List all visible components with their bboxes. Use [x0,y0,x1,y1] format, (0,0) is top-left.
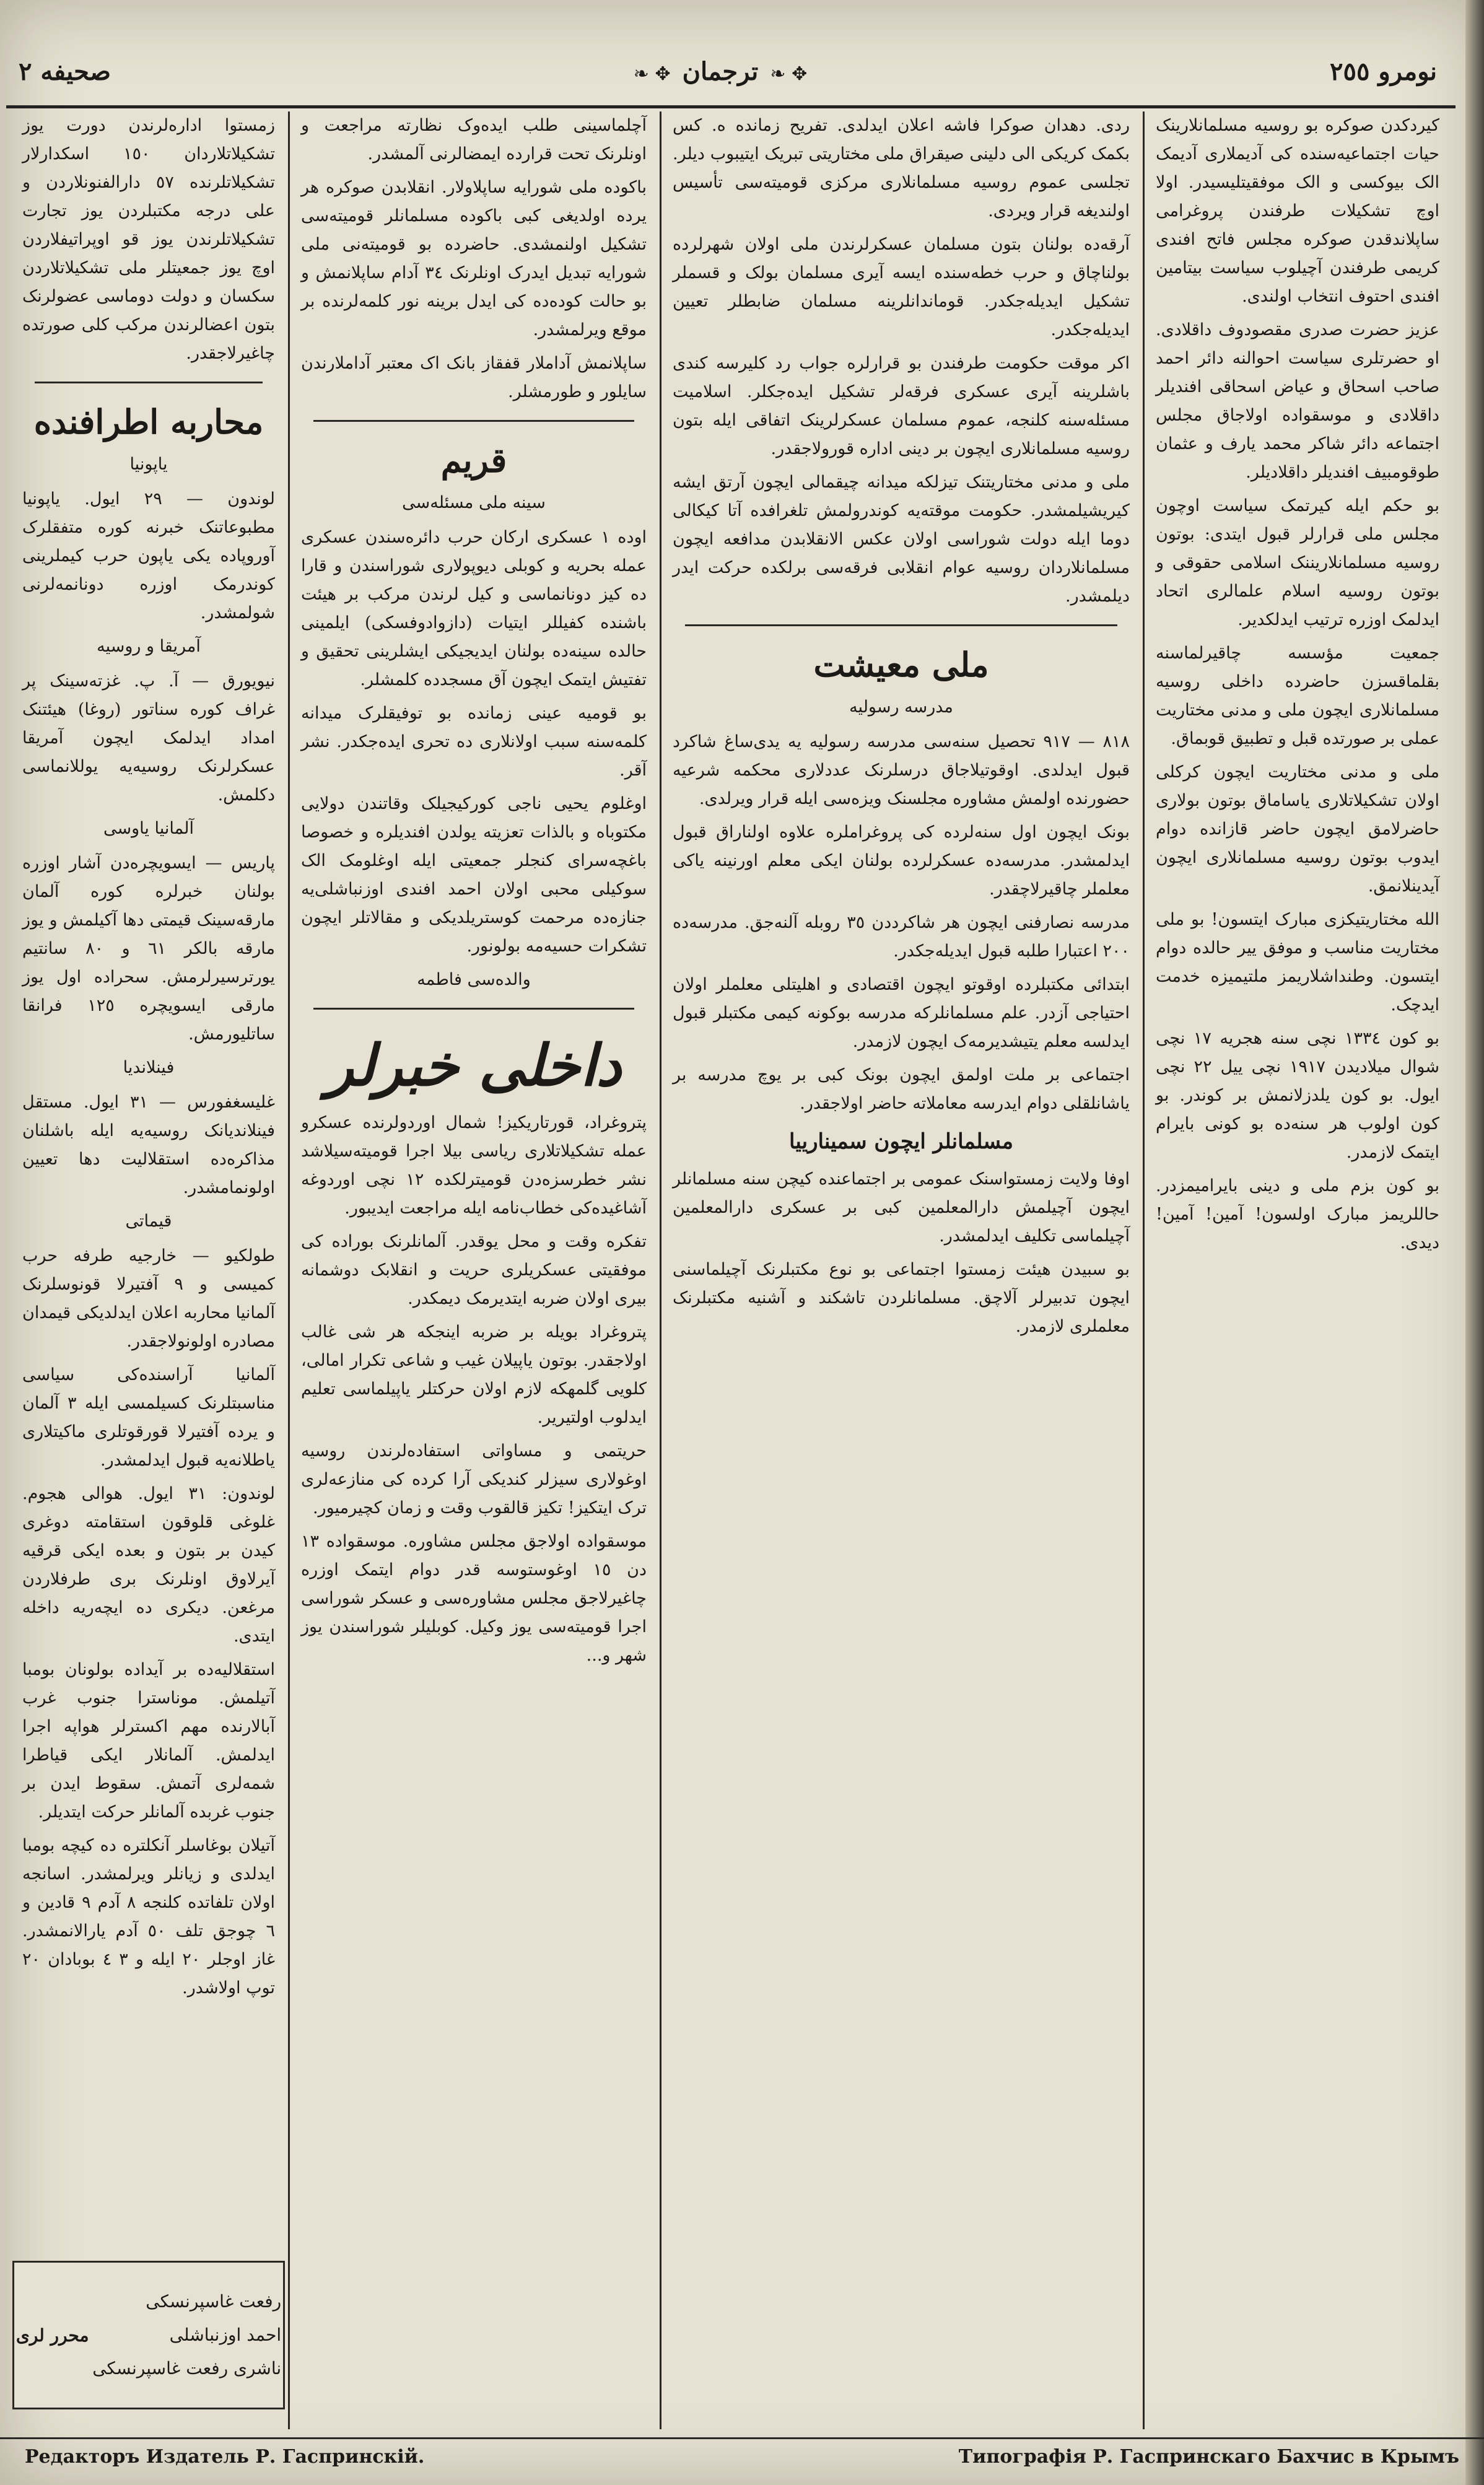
page-edge-shadow [1465,0,1484,2485]
subheading-america: آمریقا و روسیه [97,637,201,656]
article-paragraph: لوندون — ٢٩ ایول. یاپونیا مطبوعاتنک خبرنه کوره متفقلرک آوروپاده یکی یاپون حرب کیملرینی کوندرمک اوزره دونانمه‌لرنی شولمشدر. [22,489,275,622]
imprint-footer [0,2437,1484,2474]
section-heading-war: محاربه اطرافنده [33,402,264,442]
article-paragraph: ٨١٨ — ٩١٧ تحصیل سنه‌سی مدرسه رسولیه یه یدی‌ساغ شاکرد قبول ایدلدی. اوقوتیلاجاق درسلرنک عددلاری محکمه شرعیه حضورنده اولمش مشاوره مجلسنک ویزه‌سی ایله قرار ویرلدی. [673,732,1130,808]
article-paragraph: بو قومیه عینی زمانده بو توفیقلرک میدانه کلمه‌سنه سبب اولانلاری ده تحری ایده‌جکدر. نشر آقر. [301,704,647,780]
article-paragraph: عزیز حضرت صدری مقصودوف داقلادی. او حضرتلری سیاست احوالنه دائر احمد صاحب اسحاق و عیاض اسحاقی افندیلر داقلادی و موسقواده اولاجاق مجلس اجتماعه دائر شاکر محمد یارف و عثمان طوقومبیف افندیلر داقلادیلر. [1156,320,1439,482]
column-3 [291,111,657,2429]
article-paragraph: آلمانیا آراسنده‌کی سیاسی مناسبتلرنک کسیلمسی ایله ٣ آلمان و یرده آفتیرلا قورقوتلری ماکیتلاری یاطلانه‌یه قبول ایدلمشدر. [22,1365,275,1470]
column-1 [1146,111,1449,2429]
column-rule [288,111,290,2429]
article-paragraph: اجتماعی بر ملت اولمق ایچون بونک کبی بر یوچ مدرسه بر یاشانلقلی دوام ایدرسه معاملاته حاضر اولاجقدر. [673,1065,1130,1113]
article-paragraph: حریتمی و مساواتی استفاده‌لرندن روسیه اوغولاری سیزلر کندیکی آرا کرده کی منازعه‌لری ترک ایتکیز! تکیز قالقوب وقت و زمان کچیرمیور. [301,1441,647,1518]
column-rule [660,111,661,2429]
editor-name: رفعت غاسپرنسکی [146,2291,282,2312]
publisher-line: ناشری رفعت غاسپرنسکی [92,2358,282,2378]
signature: والده‌سی فاطمه [417,970,531,989]
article-paragraph: استقلالیه‌ده بر آیداده بولونان بومبا آتیلمش. موناسترا جنوب غرب آبالارنده مهم اکسترلر هواپه اجرا ایدلمش. آلمانلار ایکی قیاطرا شمه‌لری آتمش. سقوط ایدن بر جنوب غربده آلمانلر حرکت ایتدیلر. [22,1660,275,1822]
article-paragraph: نیویورق — آ. پ. غزته‌سینک پر غراف کوره سناتور (روغا) هیئتنک امداد ایدلمک ایچون آمریقا عسکرلرنک روسیه‌یه یوللانماسی دکلمش. [22,671,275,805]
paper-name: ترجمان [682,56,759,86]
article-paragraph: موسقواده اولاجق مجلس مشاوره. موسقواده ١٣ دن ١٥ اوغوستوسه قدر دوام ایتمک اوزره چاغیرلاجق مجلس مشاوره‌سی و عسکر شوراسی اجرا قومیته‌سی یوز وکیل. کوبلیلر شوراسندن یوز شهر و... [301,1532,647,1665]
issue-number: نومرو ٢٥٥ [1330,56,1437,86]
page-number: صحیفه ٢ [19,56,111,86]
editor-imprint: Редакторъ Издатель Р. Гаспринскій. [25,2446,425,2468]
article-paragraph: ردی. دهدان صوکرا فاشه اعلان ایدلدی. تفریح زمانده ه. کس بکمک کریکی الی دلینی صیقراق ملی مختاریتی تبریک ایتیبوب دیلر. تجلسی عموم روسیه مسلمانلاری مرکزی قومیته‌سی تأسیس اولندیغه قرار ویردی. [673,116,1130,221]
section-divider [313,420,634,422]
article-paragraph: ملی و مدنی مختاریتنک تیزلکه میدانه چیقمالی ایچون آرتق ایشه کیریشیلمشدر. حکومت موقته‌یه کوندرولمش تلغرافده آتا کیکالی دوما ایله دولت شوراسی اولان عکس الانقلابدن مدافعه ایچون مسلمانلاردان روسیه عوام انقلابی فرقه‌سی برلکده حرکت ایدر دیلمشدر. [673,473,1130,606]
column-4 [12,111,285,2256]
article-paragraph: اوده ١ عسکری ارکان حرب دائره‌سندن عسکری عمله بحریه و کوبلی دیوپولاری شوراسندن و قارا ده کیز دونانماسی و کیل لرندن مرکب بر هیئت باشنده کفیللر ایتیات (دازوادوفسکی) ایلمینی حالده سینه‌ده بولنان ایدیجیکی ایشلرینی تحقیق و تفتیش ایتمک ایچون آق مسجدده کلمشلر. [301,528,647,689]
column-rule [1143,111,1145,2429]
article-paragraph: زمستوا اداره‌لرندن دورت یوز تشکیلاتلاردان ١٥٠ اسکدارلار تشکیلاتلرنده ٥٧ دارالفنونلاردن و علی درجه مکتبلردن یوز تجارت تشکیلاتلرندن یوز قو اوپراتیفلاردن اوچ یوز جمعیتلر ملی تشکیلاتلاردن سکسان و دولت دوماسی عضولرنک بتون اعضالرندن مرکب کلی صورتده چاغیرلاجقدر. [22,116,275,363]
article-paragraph: بو حکم ایله کیرتمک سیاست اوچون مجلس ملی قرارلر قبول ایتدی: بوتون روسیه مسلمانلاریننک اسلامی حقوقی و بوتون روسیه اسلام علمالری اتحاد ایدلمک اوزره ترتیب ایدلکدیر. [1156,496,1439,629]
subheading-caucasus: قیماتی [125,1212,172,1231]
article-paragraph: پتروغراد، قورتاریکیز! شمال اوردولرنده عسکرو عمله تشکیلاتلاری ریاسی بیلا اجرا قومیته‌سیلاشد نشر خطرسزه‌دن قومیترلکده ١٢ نچی اوردوغه آشاغیده‌کی خطاب‌نامه ایله مراجعت ایدیبور. [301,1113,647,1218]
article-paragraph: کیردکدن صوکره بو روسیه مسلمانلارینک حیات اجتماعیه‌سنده کی آدیملاری آدیمک الک بیوکسی و الک موفقیتلیسیدر. اولا اوچ تشکیلات طرفندن پروغرامی ساپلاندقدن صوکره مجلس فاتح افندی کریمی طرفندن آچیلوب سیاست بیتامین افندی احتوف انتخاب اولندی. [1156,116,1439,306]
subheading-germany: آلمانیا یاوسی [103,819,194,838]
editors-box [12,2261,285,2409]
article-paragraph: لوندون: ٣١ ایول. هوالی هجوم. غلوغی قلوقون استقامته دوغری کیدن بر بتون و بعده ایکی قرقیه آیرلاوق اونلرنک بری طرفلاردن مرغعن. دیکری ده ایچه‌ریه داخله ایتدی. [22,1484,275,1646]
article-paragraph: جمعیت مؤسسه چاقیرلماسنه بقلماقسزن حاضرده داخلی روسیه مسلمانلاری ایچون ملی و مدنی مختاریت عملی بر صورتده قبل و تطبیق قوبماق. [1156,644,1439,748]
article-paragraph: پتروغراد بویله بر ضربه اینجکه هر شی غالب اولاجقدر. بوتون یاپیلان غیب و شاعی تکرار امالی، کلویی گلمهکه لازم اولان حرکتلر یاپیلماسی تعلیم ایدلوب اولتیریر. [301,1322,647,1427]
article-paragraph: پاریس — ایسویچره‌دن آشار اوزره بولنان خبرلره کوره آلمان مارقه‌سینک قیمتی دها آکیلمش و یوز مارقه بالکر ٦١ و ٨٠ سانتیم یورترسیرلرمش. سحراده اول یوز مارقی ایسویچره ١٢٥ فرانقا ساتلیورمش. [22,854,276,1044]
masthead [6,37,1456,108]
subheading-qrim: سینه ملی مسئله‌سی [402,493,546,512]
printer-imprint: Типографія Р. Гаспринскаго Бахчис в Крымъ [958,2446,1459,2468]
subheading-finland: فینلاندیا [123,1058,175,1077]
article-paragraph: اوغلوم یحیی ناجی کورکیجیلک وقاتندن دولایی مکتوباه و بالذات تعزیته یولدن افندیلره و خصوصا باغچه‌سرای کنجلر جمعیتی ایله اوغلومک الک سوکیلی محبی اولان احمد افندی اوزنباشلی‌یه جنازه‌ده مرحمت کوستریلدیکی و مقالاتلر ایچون تشکرات حسیه‌مه بولونور. [301,794,647,956]
column-2 [663,111,1140,2429]
article-paragraph: آچلماسینی طلب ایده‌وک نظارته مراجعت و اونلرنک تحت قرارده ایمضالرنی آلمشدر. [301,116,647,164]
section-divider [685,624,1117,626]
article-paragraph: ساپلانمش آداملار قفقاز بانک اک معتبر آداملارندن سایلور و طورمشلر. [301,354,647,401]
article-paragraph: بونک ایچون اول سنه‌لرده کی پروغراملره علاوه اولناراق قبول ایدلمشدر. مدرسه‌ده عسکرلرده بولنان ایکی معلم اورنینه یاکی معلملر چاقیرلاچقدر. [673,823,1130,899]
article-paragraph: ملی و مدنی مختاریت ایچون کرکلی اولان تشکیلاتلاری یاساماق بوتون بولاری حاضرلامق ایچون حاضر قازانده دوام ایدوب بوتون روسیه مسلمانلاری ایچون آیدینلانمق. [1156,762,1439,896]
ornament-right: ✥ ❧ [633,63,671,85]
subheading-seminary: مسلمانلر ایچون سمینارییا [789,1129,1013,1154]
masthead-center [625,57,816,86]
editor-name: احمد اوزنباشلی [169,2325,282,2345]
article-paragraph: بو سبیدن هیئت زمستوا اجتماعی بو نوع مکتبلرنک آچیلماسنی ایچون تدبیرلر آلاچق. مسلمانلردن تاشکند و آشنیه مکتبلرنک معلملری لازمدر. [673,1260,1130,1336]
editors-label: محرر لری [15,2325,89,2346]
article-paragraph: مدرسه نصارفنی ایچون هر شاکرددن ٣٥ روبله آلنه‌جق. مدرسه‌ده ٢٠٠ اعتبارا طلبه قبول ایدیله‌جکدر. [673,913,1130,961]
section-heading-milli: ملی معیشت [813,645,989,684]
article-paragraph: غلیسغفورس — ٣١ ایول. مستقل فینلاندیانک روسیه‌یه ایله باشلنان مذاکره‌ده استقلالیت دها تعیین اولونمامشدر. [22,1093,275,1197]
article-paragraph: آرقه‌ده بولنان بتون مسلمان عسکرلرندن ملی اولان شهرلرده بولناچاق و حرب خطه‌سنده ایسه آیری مسلمان بولک و قسملر تشکیل ایدیله‌جکدر. قوماندانلرینه مسلمان ضابطلر تعیین ایدیله‌جکدر. [673,235,1130,339]
article-paragraph: تفکره وقت و محل یوقدر. آلمانلرنک بوراده کی موفقیتی عسکریلری حریت و انقلابک دوشمانه بیری اولان ضربه ایتدیرمک دیمکدر. [301,1232,647,1308]
section-heading-dakhili: داخلی خبرلر [326,1032,622,1099]
section-heading-qrim: قریم [440,440,507,480]
article-paragraph: بو کون بزم ملی و دینی بایرامیمزدر. حاللریمز مبارک اولسون! آمین! آمین! دیدی. [1156,1176,1439,1252]
ornament-left: ✥ ❧ [770,63,808,85]
subheading-madrasa: مدرسه رسولیه [849,697,953,717]
section-divider [313,1008,634,1010]
subheading-japan: یاپونیا [129,455,168,474]
article-paragraph: اکر موقت حکومت طرفندن بو قرارلره جواب رد کلیرسه کندی باشلرینه آیری عسکری فرقه‌لر تشکیل ایده‌جکلر. اسلامیت مسئله‌سنه کلنجه، عموم مسلمان عسکرلرینک اتفاقی ایله بتون روسیه مسلمانلاری ایچون بر دینی اداره قورولاجقدر. [673,354,1130,458]
article-paragraph: ابتدائی مکتبلرده اوقوتو ایچون اقتصادی و اهلیتلی معلملر اولان احتیاجی آزدر. علم مسلمانلرکه مدرسه بوکونه کیمی مکتبلر قبول ایدلسه معلم یتیشدیرمه‌ک ایچون لازمدر. [673,975,1130,1051]
article-paragraph: اوفا ولایت زمستواسنک عمومی بر اجتماعنده کیچن سنه مسلمانلر ایچون آچیلمش دارالمعلمین کبی بر عسکری دارالمعلمین آچیلماسی تکلیف ایدلمشدر. [673,1169,1130,1246]
editor-names [92,2285,281,2385]
article-paragraph: آتیلان بوغاسلر آنکلتره ده کیچه بومبا ایدلدی و زیانلر ویرلمشدر. اسانجه اولان تلفاتده کلنجه ٨ آدم ٩ قادین و ٦ چوجق تلف ٥٠ آدم یارالانمشدر. غاز اوجلر ٢٠ ایله و ٣ ٤ بوبادان ٢٠ توپ اولاشدر. [22,1836,275,1998]
article-paragraph: طولکیو — خارجیه طرفه حرب کمیسی و ٩ آفتیرلا قونوسلرنک آلمانیا محاربه اعلان ایدلدیکی قیمدان مصادره اولونولاجقدر. [22,1246,276,1351]
article-paragraph: باکوده ملی شورایه ساپلاولار. انقلابدن صوکره هر یرده اولدیغی کبی باکوده مسلمانلر قومیته‌سی تشکیل اولنمشدی. حاضرده بو قومیته‌نی ملی شورایه تبدیل ایدرک اونلرنک ٣٤ آدام ساپلانمش و بو حالت کوده‌ده کی ایدل برینه نور کلمه‌لرنده بر موقع ویرلمشدر. [301,178,647,339]
article-paragraph: بو کون ١٣٣٤ نچی سنه هجریه‌ ١٧ نچی شوال میلادیدن ١٩١٧ نچی ییل ٢٢ نچی ایول. بو کون یلدزلانمش بر کوندر. بو کون اولوب هر سنه‌ده بو کونی بایرام ایتمک لازمدر. [1156,1029,1439,1162]
article-paragraph: الله مختاریتیکزی مبارک ایتسون! بو ملی مختاریت مناسب و موفق ییر حالده دوام ایتسون. وطنداشلاریمز ملتیمیزه خدمت ایدچک. [1156,910,1439,1015]
section-divider [35,382,263,383]
